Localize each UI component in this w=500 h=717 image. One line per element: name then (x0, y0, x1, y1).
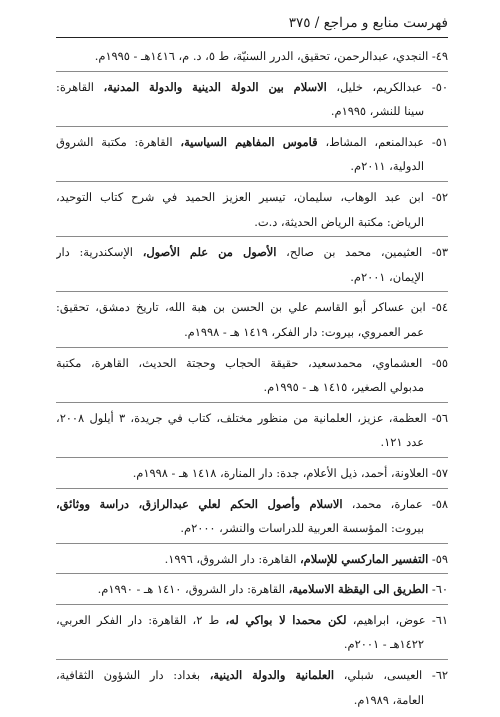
entry-text: عمر العمروي، بيروت: دار الفكر، ١٤١٩ هـ - ١٩٩٨م. (184, 324, 424, 339)
entry-number: ٥٢- (431, 189, 448, 204)
entry-text: العلاونة، أحمد، ذيل الأعلام، جدة: دار المنارة، ١٤١٨ هـ - ١٩٩٨م. (132, 465, 432, 480)
entry-number: ٥١- (431, 134, 448, 149)
bibliography-entry (56, 461, 448, 489)
entry-continuation-line (56, 516, 448, 541)
entry-number: ٥٦- (431, 410, 448, 425)
bibliography-entry (56, 295, 448, 347)
entry-continuation-line (56, 430, 448, 455)
bibliography-entry (56, 130, 448, 182)
entry-text: بيروت: المؤسسة العربية للدراسات والنشر، ٢٠٠٠م. (180, 521, 424, 536)
entry-continuation-line (56, 99, 448, 124)
entry-first-line (56, 406, 448, 431)
entry-title: التفسير الماركسي للإسلام، (300, 551, 429, 566)
entry-number: ٥٤- (431, 300, 448, 315)
entry-continuation-line (56, 154, 448, 179)
bibliography-entry (56, 406, 448, 458)
entry-first-line (56, 608, 448, 633)
entry-text: عبدالمنعم، المشاط، (317, 134, 432, 149)
bibliography-entry (56, 608, 448, 660)
entry-continuation-line (56, 265, 448, 290)
entry-first-line (56, 75, 448, 100)
bibliography-list (56, 44, 448, 714)
entry-text: ابن عساكر أبو القاسم علي بن الحسن بن هبة الله، تاريخ دمشق، تحقيق: (56, 300, 432, 315)
entry-publication: الإسكندرية: دار (56, 245, 143, 260)
bibliography-entry (56, 185, 448, 237)
entry-continuation-line (56, 632, 448, 657)
entry-title: قاموس المفاهيم السياسية، (180, 134, 318, 149)
entry-number: ٥٧- (431, 465, 448, 480)
entry-publication: القاهرة: مكتبة الشروق (56, 134, 181, 149)
entry-title: الاسلام وأصول الحكم لعلي عبدالرازق، دراسة ووثائق، (56, 496, 343, 511)
entry-text: عوض، ابراهيم، (346, 612, 432, 627)
entry-publication: القاهرة: (56, 79, 104, 94)
entry-title: الاسلام بين الدولة الدينية والدولة المدنية، (103, 79, 327, 94)
entry-text: العثيمين، محمد بن صالح، (276, 245, 432, 260)
entry-number: ٥٠- (431, 79, 448, 94)
bibliography-entry (56, 547, 448, 575)
bibliography-entry (56, 75, 448, 127)
entry-continuation-line (56, 210, 448, 235)
entry-number: ٥٥- (431, 355, 448, 370)
entry-text: العامة، ١٩٨٩م. (353, 692, 424, 707)
entry-publication: بغداد: دار الشؤون الثقافية، (56, 668, 210, 683)
running-header: فهرست منابع و مراجع / ٣٧٥ (56, 12, 448, 38)
entry-text: النجدي، عبدالرحمن، تحقيق، الدرر السنيّة، ط ٥، د. م، ١٤١٦هـ - ١٩٩٥م. (94, 49, 432, 63)
entry-title: الطريق الى اليقظة الاسلامية، (288, 582, 429, 597)
bibliography-entry (56, 351, 448, 403)
bibliography-page (56, 12, 448, 717)
entry-title: لكن محمدا لا بواكي له، (225, 612, 347, 627)
entry-text: ١٤٢٢هـ - ٢٠٠١م. (343, 637, 424, 652)
entry-first-line (56, 130, 448, 155)
entry-text: ابن عبد الوهاب، سليمان، تيسير العزيز الحميد في شرح كتاب التوحيد، (56, 189, 432, 204)
entry-continuation-line (56, 320, 448, 345)
entry-continuation-line (56, 375, 448, 400)
entry-title: الأصول من علم الأصول، (142, 245, 277, 260)
entry-first-line (56, 492, 448, 517)
entry-first-line (56, 577, 448, 602)
entry-number: ٥٩- (431, 551, 448, 566)
entry-text: العشماوي، محمدسعيد، حقيقة الحجاب وحجتة الحديث، القاهرة، مكتبة (56, 355, 432, 370)
entry-text: عبدالكريم، خليل، (326, 79, 432, 94)
entry-publication: ط ٢، القاهرة: دار الفكر العربي، (56, 612, 226, 627)
entry-text: العظمة، عزيز، العلمانية من منظور مختلف، كتاب في جريدة، ٣ أيلول ٢٠٠٨، (56, 410, 432, 425)
bibliography-entry (56, 663, 448, 714)
entry-first-line (56, 663, 448, 688)
entry-first-line (56, 44, 448, 69)
entry-number: ٦٢- (431, 668, 448, 683)
entry-number: ٥٣- (431, 245, 448, 260)
entry-first-line (56, 351, 448, 376)
entry-first-line (56, 461, 448, 486)
entry-publication: القاهرة: دار الشروق، ١٩٩٦. (164, 551, 300, 566)
entry-text: سينا للنشر، ١٩٩٥م. (330, 104, 424, 119)
entry-first-line (56, 185, 448, 210)
entry-first-line (56, 240, 448, 265)
entry-first-line (56, 295, 448, 320)
entry-number: ٤٩- (431, 49, 448, 63)
entry-publication: القاهرة: دار الشروق، ١٤١٠ هـ - ١٩٩٠م. (97, 582, 289, 597)
bibliography-entry (56, 240, 448, 292)
entry-first-line (56, 547, 448, 572)
entry-number: ٦٠- (431, 582, 448, 597)
entry-number: ٦١- (431, 612, 448, 627)
entry-text: مدبولي الصغير، ١٤١٥ هـ - ١٩٩٥م. (263, 380, 424, 395)
entry-title: العلمانية والدولة الدينية، (209, 668, 335, 683)
entry-text: الإيمان، ٢٠٠١م. (350, 269, 424, 284)
entry-text: العيسى، شبلي، (334, 668, 432, 683)
entry-number: ٥٨- (431, 496, 448, 511)
entry-text: الرياض: مكتبة الرياض الحديثة، د.ت. (254, 214, 424, 229)
entry-text: الدولية، ٢٠١١م. (350, 159, 424, 174)
bibliography-entry (56, 492, 448, 544)
entry-continuation-line (56, 688, 448, 713)
entry-text: عدد ١٢١. (380, 435, 424, 450)
bibliography-entry (56, 44, 448, 72)
entry-text: عمارة، محمد، (342, 496, 432, 511)
bibliography-entry (56, 577, 448, 605)
